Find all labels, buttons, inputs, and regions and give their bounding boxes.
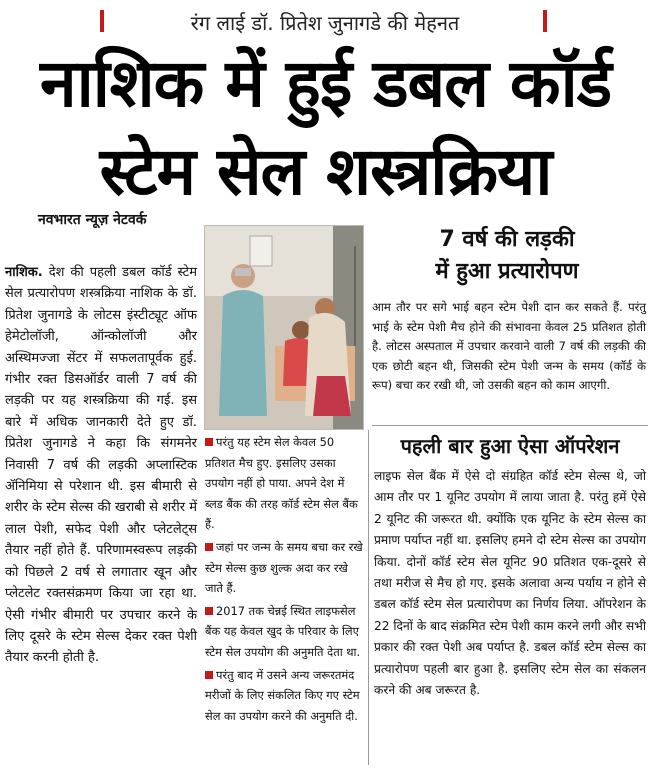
bullet-text: 2017 तक चेन्नई स्थित लाइफसेल बैंक यह केवल खुद के परिवार के लिए स्टेम सेल उपयोग की अनुमति देता था. [205,603,361,659]
second-story-body: लाइफ सेल बैंक में ऐसे दो संग्रहित कॉर्ड स्टेम सेल्स थे, जो आम तौर पर 1 यूनिट उपयोग में लाया जाता है. परंतु हमें ऐसे 2 यूनिट की जरूरत थी. क्योंकि एक यूनिट के स्टेम सेल्स का प्रमाण पर्याप्त नहीं था. इसलिए हमने दो स्टेम सेल्स का उपयोग किया. दोनों कॉर्ड स्टेम सेल यूनिट 90 प्रतिशत एक-दूसरे से तथा मरीज से मैच हो गए. इसके अलावा अन्य पर्याय न होने से डबल कॉर्ड स्टेम सेल प्रत्यारोपण का निर्णय लिया. ऑपरेशन के 22 दिनों के बाद संक्रमित स्टेम पेशी काम करने लगी और सभी प्रकार की रक्त पेशी अब पर्याप्त है. डबल कॉर्ड स्टेम सेल्स का प्रत्यारोपण पहली बार हुआ है. इसलिए स्टेम सेल का संकलन करने की अब जरूरत है. [374,469,646,698]
bullet-square-icon [205,607,213,615]
headline-line-2: स्टेम सेल शस्त्रक्रिया [99,133,552,210]
horizontal-divider [372,425,648,426]
bullet-item [205,665,365,727]
bullet-item [205,601,365,663]
bullet-square-icon [205,543,213,551]
kicker [0,0,651,40]
kicker-bar-right [543,10,547,32]
bullet-text: परंतु यह स्टेम सेल केवल 50 प्रतिशत मैच हुए. इसलिए उसका उपयोग नहीं हो पाया. अपने देश में ब्लड बैंक की तरह कॉर्ड स्टेम सेल बैंक हैं. [205,435,358,532]
main-story [5,262,197,669]
news-photo-illustration [205,226,364,430]
bullet-text: जहां पर जन्म के समय बचा कर रखे स्टेम सेल्स कुछ शुल्क अदा कर रखे जाते हैं. [205,539,363,596]
side-story-headline [372,225,642,289]
main-story-body: देश की पहली डबल कॉर्ड स्टेम सेल प्रत्यारोपण शस्त्रक्रिया नाशिक के डॉ. प्रितेश जुनागडे के लोटस इंस्टीट्यूट ऑफ हेमेटोलॉजी, ऑन्कोलॉजी और अस्थिमज्जा सेंटर में सफलतापूर्वक हुई. गंभीर रक्त डिसऑर्डर वाली 7 वर्ष की लड़की पर यह शस्त्रक्रिया की गई. इस बारे में अधिक जानकारी देते हुए डॉ. प्रितेश जुनागडे ने कहा कि संगमनेर निवासी 7 वर्ष की लड़की अप्लास्टिक ॲनिमिया से परेशान थी. इस बीमारी से शरीर के स्टेम सेल्स की खराबी से शरीर में लाल पेशी, सफेद पेशी और प्लेटलेट्स तैयार नहीं होते हैं. परिणामस्वरूप लड़की को पिछले 2 वर्ष से लगातार खून और प्लेटलेट रक्तसंक्रमण किया जा रहा था. ऐसी गंभीर बीमारी पर उपचार करने के लिए दूसरे के स्टेम सेल्स देकर रक्त पेशी तैयार करनी होती है. [5,265,198,666]
side-story-head-line-2: में हुआ प्रत्यारोपण [435,259,579,284]
side-story-body: आम तौर पर सगे भाई बहन स्टेम पेशी दान कर सकते हैं. परंतु भाई के स्टेम पेशी मैच होने की संभावना केवल 25 प्रतिशत होती है. लोटस अस्पताल में उपचार करवाने वाली 7 वर्ष की लड़की की एक छोटी बहन थी, जिसकी स्टेम पेशी जन्म के समय (कॉर्ड के रूप) बचा कर रखी थी, जो उसकी बहन को काम आएगी. [372,300,646,392]
bullet-text: परंतु बाद में उसने अन्य जरूरतमंद मरीजों के लिए संकलित किए गए स्टेम सेल का उपयोग करने की अनुमति दी. [205,667,360,723]
kicker-text: रंग लाई डॉ. प्रितेश जुनागडे की मेहनत [190,11,460,35]
bullet-list [205,432,365,728]
bullet-item [205,537,365,599]
bullet-square-icon [205,438,213,446]
headline-line-1: नाशिक में हुई डबल कॉर्ड [39,45,612,122]
news-photo [204,225,364,430]
vertical-divider [368,430,369,765]
side-story-head-line-1: 7 वर्ष की लड़की [439,227,575,252]
bullet-item [205,432,365,535]
dateline: नाशिक. [5,265,43,280]
kicker-bar-left [100,10,104,32]
second-story-headline: पहली बार हुआ ऐसा ऑपरेशन [400,434,620,458]
bullet-square-icon [205,671,213,679]
byline: नवभारत न्यूज़ नेटवर्क [38,212,147,228]
